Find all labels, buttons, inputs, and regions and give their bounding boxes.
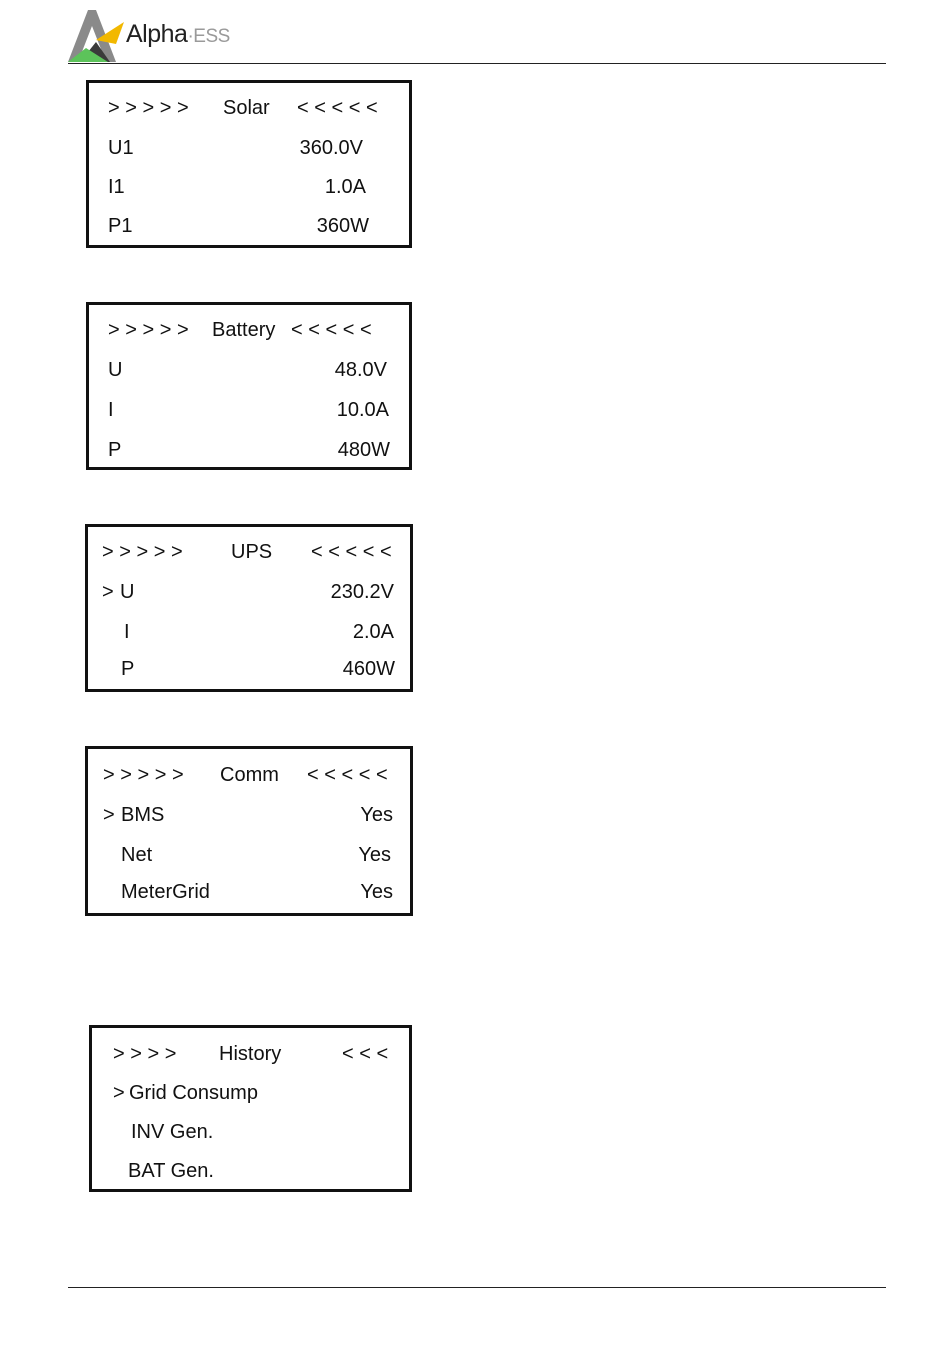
alpha-ess-logo [66, 8, 236, 64]
history-left-arrows: > > > > [113, 1043, 177, 1065]
solar-value-u1: 360.0V [299, 137, 363, 159]
history-screen [89, 1025, 412, 1192]
ups-right-arrows: < < < < < [311, 541, 392, 563]
ups-screen [85, 524, 413, 692]
comm-value-metergrid: Yes [360, 881, 393, 903]
battery-value-p: 480W [337, 439, 390, 461]
history-title: History [219, 1043, 282, 1065]
battery-value-i: 10.0A [336, 399, 389, 421]
history-item-bat-gen: BAT Gen. [128, 1160, 214, 1182]
logo-mark-icon [66, 8, 126, 64]
battery-label-i: I [108, 399, 114, 421]
comm-left-arrows: > > > > > [103, 764, 184, 786]
solar-label-u1: U1 [108, 137, 134, 159]
logo-separator: · [187, 26, 194, 47]
solar-label-i1: I1 [108, 176, 125, 198]
solar-value-p1: 360W [316, 215, 369, 237]
solar-left-arrows: > > > > > [108, 97, 189, 119]
battery-left-arrows: > > > > > [108, 319, 189, 341]
ups-label-i: I [124, 621, 130, 643]
battery-label-p: P [108, 439, 122, 461]
ups-left-arrows: > > > > > [102, 541, 183, 563]
comm-cursor: > [103, 804, 115, 826]
logo-suffix: ESS [193, 26, 230, 47]
logo-text [126, 20, 230, 49]
comm-title: Comm [220, 764, 279, 786]
comm-right-arrows: < < < < < [307, 764, 388, 786]
battery-screen [86, 302, 412, 470]
solar-label-p1: P1 [108, 215, 133, 237]
ups-label-p: P [121, 658, 135, 680]
battery-right-arrows: < < < < < [291, 319, 372, 341]
ups-value-u: 230.2V [330, 581, 394, 603]
comm-screen [85, 746, 413, 916]
battery-title: Battery [212, 319, 276, 341]
comm-label-metergrid: MeterGrid [121, 881, 210, 903]
comm-label-net: Net [121, 844, 153, 866]
history-cursor: > [113, 1082, 125, 1104]
ups-value-i: 2.0A [352, 621, 394, 643]
comm-value-bms: Yes [360, 804, 393, 826]
history-item-inv-gen: INV Gen. [131, 1121, 214, 1143]
history-item-grid-consump: Grid Consump [129, 1082, 258, 1104]
ups-cursor: > [102, 581, 114, 603]
solar-screen [86, 80, 412, 248]
comm-value-net: Yes [358, 844, 391, 866]
ups-title: UPS [231, 541, 273, 563]
ups-value-p: 460W [342, 658, 395, 680]
footer-divider [68, 1287, 886, 1288]
solar-right-arrows: < < < < < [297, 97, 378, 119]
history-right-arrows: < < < [342, 1043, 389, 1065]
solar-title: Solar [223, 97, 270, 119]
logo-brand: Alpha [126, 20, 188, 48]
comm-label-bms: BMS [121, 804, 165, 826]
solar-value-i1: 1.0A [324, 176, 366, 198]
header-divider [68, 63, 886, 64]
ups-label-u: U [120, 581, 135, 603]
battery-value-u: 48.0V [334, 359, 387, 381]
battery-label-u: U [108, 359, 123, 381]
